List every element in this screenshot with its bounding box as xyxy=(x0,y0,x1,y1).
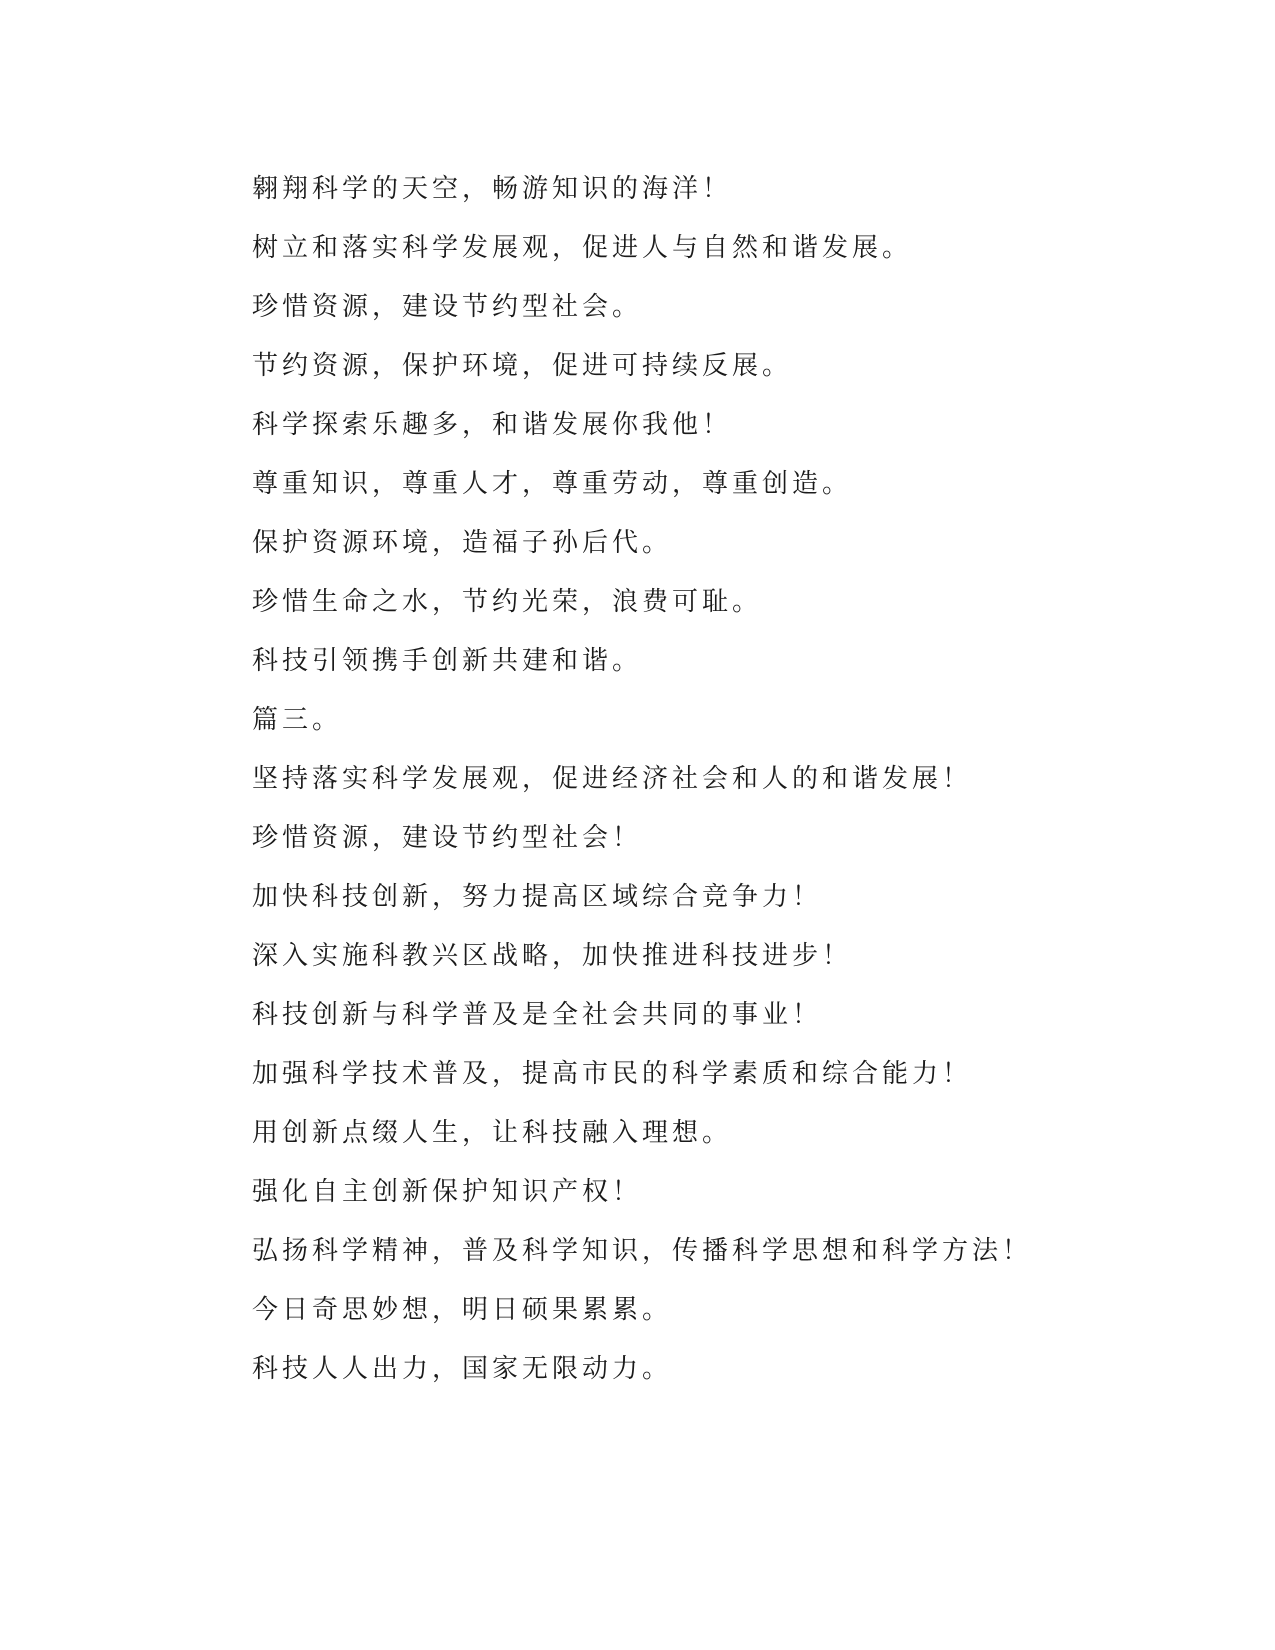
slogan-line: 珍惜资源，建设节约型社会！ xyxy=(252,823,643,853)
slogan-line: 加快科技创新，努力提高区域综合竞争力！ xyxy=(252,882,823,912)
slogan-line: 珍惜生命之水，节约光荣，浪费可耻。 xyxy=(252,587,763,617)
slogan-line: 深入实施科教兴区战略，加快推进科技进步！ xyxy=(252,941,853,971)
slogan-line: 尊重知识，尊重人才，尊重劳动，尊重创造。 xyxy=(252,469,853,499)
slogan-line: 强化自主创新保护知识产权！ xyxy=(252,1177,643,1207)
slogan-line: 坚持落实科学发展观，促进经济社会和人的和谐发展！ xyxy=(252,764,973,794)
slogan-line: 翱翔科学的天空，畅游知识的海洋！ xyxy=(252,174,733,204)
slogan-line: 弘扬科学精神，普及科学知识，传播科学思想和科学方法！ xyxy=(252,1236,1033,1266)
slogan-line: 保护资源环境，造福子孙后代。 xyxy=(252,528,673,558)
slogan-line: 珍惜资源，建设节约型社会。 xyxy=(252,292,643,322)
slogan-line: 加强科学技术普及，提高市民的科学素质和综合能力！ xyxy=(252,1059,973,1089)
slogan-line: 用创新点缀人生，让科技融入理想。 xyxy=(252,1118,733,1148)
slogan-line: 树立和落实科学发展观，促进人与自然和谐发展。 xyxy=(252,233,913,263)
section-heading: 篇三。 xyxy=(252,705,343,735)
slogan-line: 科学探索乐趣多，和谐发展你我他！ xyxy=(252,410,733,440)
slogan-list xyxy=(252,160,1232,1399)
slogan-line: 科技引领携手创新共建和谐。 xyxy=(252,646,643,676)
slogan-line: 今日奇思妙想，明日硕果累累。 xyxy=(252,1295,673,1325)
slogan-line: 科技创新与科学普及是全社会共同的事业！ xyxy=(252,1000,823,1030)
slogan-line: 节约资源，保护环境，促进可持续反展。 xyxy=(252,351,793,381)
slogan-line: 科技人人出力，国家无限动力。 xyxy=(252,1354,673,1384)
